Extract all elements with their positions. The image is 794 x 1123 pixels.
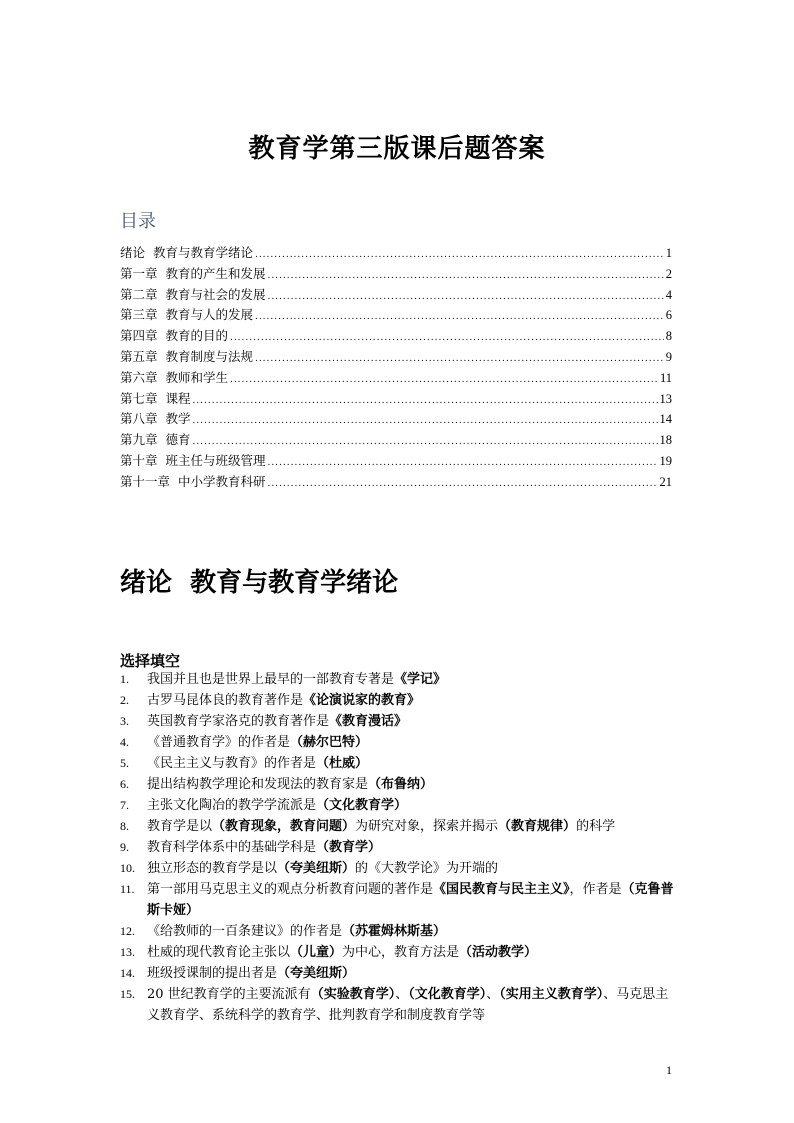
page-number: 1 — [666, 1063, 672, 1077]
question-text: 《民主主义与教育》的作者是 — [147, 756, 317, 771]
question-text: 20 世纪教育学的主要流派有 — [147, 987, 311, 1002]
list-item-number: 2. — [120, 693, 129, 707]
toc-entry[interactable] — [120, 347, 672, 368]
list-item-number: 8. — [120, 819, 129, 833]
list-item — [120, 963, 680, 984]
list-item-number: 13. — [120, 945, 135, 959]
list-item — [120, 858, 680, 879]
question-text: 、马克思主义教育学、系统科学的教育学、批判教育学和制度教育学等 — [147, 987, 669, 1023]
list-item-text — [147, 753, 680, 774]
list-item — [120, 984, 680, 1026]
toc-leader-dots — [192, 432, 657, 453]
toc-entry[interactable] — [120, 409, 672, 430]
toc-entry-page: 14 — [659, 412, 672, 427]
answer-text: （布鲁纳） — [368, 777, 434, 792]
toc-entry-label: 第八章 教学 — [120, 411, 191, 427]
answer-text: （文化教育学） — [316, 798, 408, 813]
toc-entry-page: 1 — [665, 246, 672, 260]
question-text: 班级授课制的提出者是 — [147, 966, 278, 981]
answer-text: （文化教育学） — [408, 987, 487, 1002]
toc-leader-dots — [267, 287, 663, 308]
toc-entry-label: 第四章 教育的目的 — [120, 328, 228, 344]
toc-entry-label: 第九章 德育 — [120, 432, 191, 448]
answer-text: （实验教育学） — [310, 987, 396, 1002]
question-text: 教育科学体系中的基础学科是 — [147, 840, 317, 855]
toc-leader-dots — [230, 328, 664, 349]
toc-entry-label: 第七章 课程 — [120, 390, 191, 406]
question-text: 第一部用马克思主义的观点分析教育问题的著作是 — [147, 882, 434, 897]
toc-entry[interactable] — [120, 285, 672, 306]
list-item — [120, 774, 680, 795]
list-item-number: 9. — [120, 840, 129, 854]
toc-heading: 目录 — [120, 211, 156, 232]
chapter-title: 绪论 教育与教育学绪论 — [120, 568, 399, 598]
toc-entry[interactable] — [120, 451, 672, 472]
list-item-text — [147, 711, 680, 732]
list-item-number: 14. — [120, 966, 135, 980]
list-item-text — [147, 963, 680, 984]
list-item — [120, 921, 680, 942]
section-title: 选择填空 — [120, 652, 181, 670]
list-item-number: 5. — [120, 756, 129, 770]
question-text: 主张文化陶冶的教学学流派是 — [147, 798, 317, 813]
list-item-number: 11. — [120, 882, 135, 896]
question-text: 古罗马昆体良的教育著作是 — [147, 693, 304, 708]
question-text: 提出结构教学理论和发现法的教育家是 — [147, 777, 369, 792]
toc-entry-label: 第十章 班主任与班级管理 — [120, 452, 266, 468]
toc-entry[interactable] — [120, 264, 672, 285]
list-item-text — [147, 942, 680, 963]
list-item-text — [147, 837, 680, 858]
question-list — [120, 669, 680, 1026]
answer-text: （教育规律） — [498, 819, 577, 834]
question-text: 《普通教育学》的作者是 — [147, 735, 291, 750]
list-item-text — [147, 690, 680, 711]
list-item-text — [147, 858, 680, 879]
question-text: 独立形态的教育学是以 — [147, 861, 278, 876]
list-item — [120, 942, 680, 963]
table-of-contents — [120, 243, 672, 493]
toc-leader-dots — [255, 349, 664, 370]
question-text: 、 — [395, 987, 409, 1002]
answer-text: （赫尔巴特） — [290, 735, 369, 750]
toc-entry-page: 21 — [659, 474, 672, 489]
answer-text: （教育现象，教育问题） — [212, 819, 356, 834]
answer-text: 《学记》 — [394, 672, 447, 687]
toc-leader-dots — [192, 391, 657, 412]
list-item-text — [147, 984, 680, 1026]
question-text: 杜威的现代教育论主张以 — [147, 945, 291, 960]
answer-text: （活动教学） — [459, 945, 538, 960]
list-item-number: 12. — [120, 924, 135, 938]
toc-entry[interactable] — [120, 472, 672, 493]
toc-entry-page: 6 — [665, 308, 672, 323]
question-text: 为研究对象，探索并揭示 — [355, 819, 499, 834]
question-text: 教育学是以 — [147, 819, 213, 834]
question-text: 《给教师的一百条建议》的作者是 — [147, 924, 343, 939]
list-item-number: 1. — [120, 672, 129, 686]
toc-entry-label: 第一章 教育的产生和发展 — [120, 265, 266, 281]
list-item-text — [147, 816, 680, 837]
toc-entry-label: 第二章 教育与社会的发展 — [120, 286, 266, 302]
toc-entry[interactable] — [120, 368, 672, 389]
toc-entry-page: 18 — [659, 433, 672, 448]
list-item — [120, 837, 680, 858]
list-item-number: 4. — [120, 735, 129, 749]
answer-text: （杜威） — [316, 756, 369, 771]
list-item — [120, 795, 680, 816]
toc-entry[interactable] — [120, 326, 672, 347]
answer-text: 《教育漫话》 — [329, 714, 408, 729]
toc-entry-page: 8 — [665, 329, 672, 344]
list-item — [120, 669, 680, 690]
answer-text: 《国民教育与民主主义》 — [433, 882, 570, 897]
answer-text: （克鲁普斯卡娅） — [147, 882, 674, 918]
answer-text: 《论演说家的教育》 — [303, 693, 421, 708]
question-text: 为中心，教育方法是 — [342, 945, 460, 960]
list-item-number: 6. — [120, 777, 129, 791]
list-item-text — [147, 795, 680, 816]
list-item-text — [147, 669, 680, 690]
toc-leader-dots — [267, 474, 657, 495]
toc-entry-page: 13 — [659, 391, 672, 406]
toc-leader-dots — [255, 245, 664, 266]
toc-entry-label: 第六章 教师和学生 — [120, 369, 228, 385]
list-item-text — [147, 732, 680, 753]
toc-entry-page: 4 — [665, 287, 672, 302]
question-text: 英国教育学家洛克的教育著作是 — [147, 714, 330, 729]
answer-text: （苏霍姆林斯基） — [342, 924, 447, 939]
document-title: 教育学第三版课后题答案 — [248, 134, 546, 164]
toc-leader-dots — [192, 411, 657, 432]
list-item-text — [147, 774, 680, 795]
list-item — [120, 732, 680, 753]
question-text: ，作者是 — [569, 882, 622, 897]
answer-text: （夸美纽斯） — [277, 861, 356, 876]
toc-entry-page: 2 — [665, 266, 672, 281]
question-text: 、 — [486, 987, 500, 1002]
toc-leader-dots — [267, 266, 663, 287]
toc-entry-label: 第三章 教育与人的发展 — [120, 307, 253, 323]
toc-entry-label: 绪论 教育与教育学绪论 — [120, 245, 253, 260]
list-item-number: 7. — [120, 798, 129, 812]
toc-entry-page: 19 — [659, 453, 672, 468]
list-item-number: 15. — [120, 987, 135, 1001]
list-item-text — [147, 921, 680, 942]
toc-leader-dots — [255, 307, 664, 328]
list-item — [120, 816, 680, 837]
answer-text: （教育学） — [316, 840, 382, 855]
answer-text: （实用主义教育学） — [499, 987, 604, 1002]
toc-leader-dots — [267, 453, 657, 474]
toc-entry-label: 第五章 教育制度与法规 — [120, 348, 253, 364]
answer-text: （儿童） — [290, 945, 343, 960]
toc-entry[interactable] — [120, 243, 672, 264]
toc-entry-label: 第十一章 中小学教育科研 — [120, 473, 266, 489]
question-text: 的《大教学论》为开端的 — [355, 861, 499, 876]
toc-leader-dots — [230, 370, 658, 391]
toc-entry[interactable] — [120, 389, 672, 410]
list-item — [120, 711, 680, 732]
list-item-number: 3. — [120, 714, 129, 728]
list-item — [120, 690, 680, 711]
toc-entry-page: 11 — [659, 370, 672, 385]
toc-entry-page: 9 — [665, 349, 672, 364]
list-item — [120, 753, 680, 774]
list-item-number: 10. — [120, 861, 135, 875]
list-item — [120, 879, 680, 921]
toc-entry[interactable] — [120, 430, 672, 451]
question-text: 的科学 — [576, 819, 616, 834]
question-text: 我国并且也是世界上最早的一部教育专著是 — [147, 672, 395, 687]
answer-text: （夸美纽斯） — [277, 966, 356, 981]
toc-entry[interactable] — [120, 305, 672, 326]
list-item-text — [147, 879, 680, 921]
